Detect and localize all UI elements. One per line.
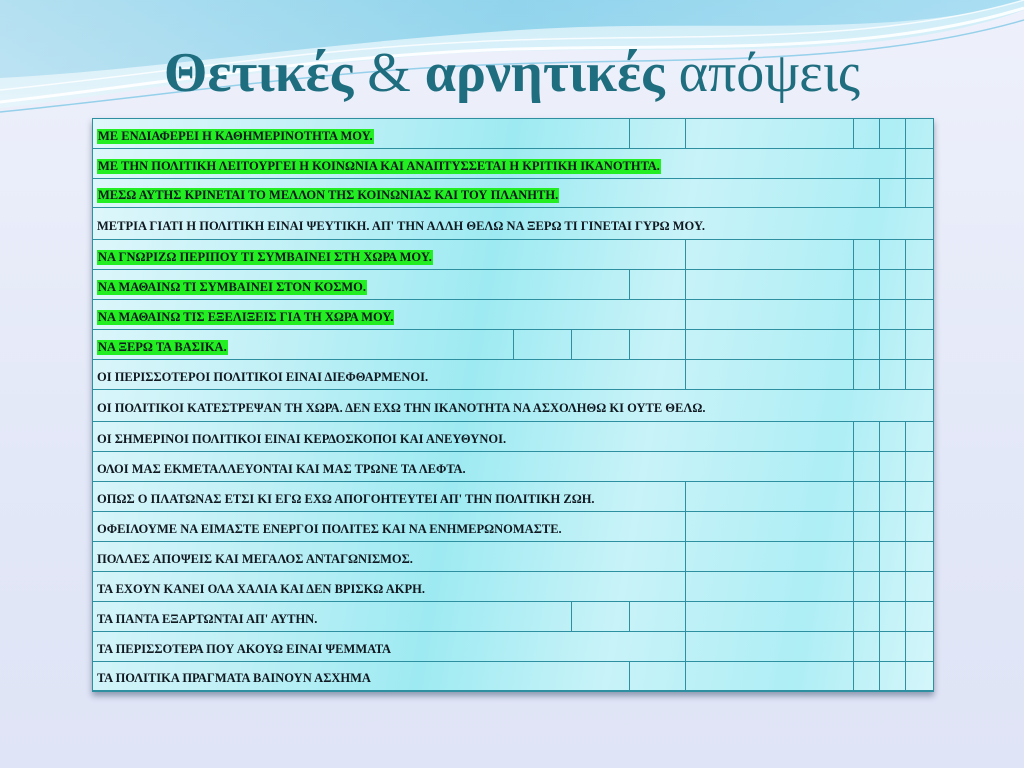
table-row [93, 240, 933, 270]
table-row [93, 572, 933, 602]
column-divider [685, 632, 686, 661]
table-row [93, 662, 933, 691]
column-divider [853, 512, 854, 541]
column-divider [879, 422, 880, 451]
column-divider [905, 632, 906, 661]
row-text: ΟΙ ΠΟΛΙΤΙΚΟΙ ΚΑΤΕΣΤΡΕΨΑΝ ΤΗ ΧΩΡΑ. ΔΕΝ ΕΧΩ ΤΗΝ ΙΚΑΝΟΤΗΤΑ ΝΑ ΑΣΧΟΛΗΘΩ ΚΙ ΟΥΤΕ ΘΕΛΩ. [97, 401, 706, 415]
row-text: ΝΑ ΜΑΘΑΙΝΩ ΤΙ ΣΥΜΒΑΙΝΕΙ ΣΤΟΝ ΚΟΣΜΟ. [98, 280, 367, 294]
column-divider [853, 330, 854, 359]
row-text: ΜΕ ΕΝΔΙΑΦΕΡΕΙ Η ΚΑΘΗΜΕΡΙΝΟΤΗΤΑ ΜΟΥ. [98, 129, 373, 143]
column-divider [879, 632, 880, 661]
column-divider [905, 512, 906, 541]
row-text: ΟΠΩΣ Ο ΠΛΑΤΩΝΑΣ ΕΤΣΙ ΚΙ ΕΓΩ ΕΧΩ ΑΠΟΓΟΗΤΕΥΤΕΙ ΑΠ' ΤΗΝ ΠΟΛΙΤΙΚΗ ΖΩΗ. [97, 492, 595, 506]
column-divider [879, 179, 880, 207]
column-divider [685, 572, 686, 601]
column-divider [853, 270, 854, 299]
column-divider [905, 360, 906, 389]
column-divider [853, 482, 854, 511]
column-divider [905, 662, 906, 690]
column-divider [853, 422, 854, 451]
column-divider [905, 270, 906, 299]
column-divider [853, 602, 854, 631]
table-row [93, 149, 933, 179]
column-divider [879, 512, 880, 541]
table-row [93, 602, 933, 632]
row-text: ΤΑ ΠΑΝΤΑ ΕΞΑΡΤΩΝΤΑΙ ΑΠ' ΑΥΤΗΝ. [97, 612, 318, 626]
table-row [93, 300, 933, 330]
title-part3: απόψεις [678, 42, 861, 104]
column-divider [879, 662, 880, 690]
column-divider [629, 119, 630, 148]
column-divider [853, 662, 854, 690]
column-divider [685, 300, 686, 329]
table-row [93, 179, 933, 208]
column-divider [685, 119, 686, 148]
row-text: ΤΑ ΠΕΡΙΣΣΟΤΕΡΑ ΠΟΥ ΑΚΟΥΩ ΕΙΝΑΙ ΨΕΜΜΑΤΑ [97, 642, 392, 656]
column-divider [905, 300, 906, 329]
column-divider [685, 240, 686, 269]
column-divider [629, 602, 630, 631]
column-divider [905, 602, 906, 631]
column-divider [629, 270, 630, 299]
column-divider [905, 542, 906, 571]
table-row [93, 270, 933, 300]
column-divider [853, 542, 854, 571]
column-divider [685, 270, 686, 299]
column-divider [685, 360, 686, 389]
table-row [93, 632, 933, 662]
column-divider [879, 330, 880, 359]
row-text: ΟΙ ΣΗΜΕΡΙΝΟΙ ΠΟΛΙΤΙΚΟΙ ΕΙΝΑΙ ΚΕΡΔΟΣΚΟΠΟΙ ΚΑΙ ΑΝΕΥΘΥΝΟΙ. [97, 432, 507, 446]
column-divider [905, 240, 906, 269]
column-divider [879, 240, 880, 269]
column-divider [879, 482, 880, 511]
row-text: ΤΑ ΠΟΛΙΤΙΚΑ ΠΡΑΓΜΑΤΑ ΒΑΙΝΟΥΝ ΑΣΧΗΜΑ [97, 671, 371, 685]
column-divider [853, 119, 854, 148]
column-divider [879, 542, 880, 571]
row-text: ΜΕΣΩ ΑΥΤΗΣ ΚΡΙΝΕΤΑΙ ΤΟ ΜΕΛΛΟΝ ΤΗΣ ΚΟΙΝΩΝΙΑΣ ΚΑΙ ΤΟΥ ΠΛΑΝΗΤΗ. [98, 188, 559, 202]
column-divider [685, 542, 686, 571]
column-divider [629, 330, 630, 359]
column-divider [879, 572, 880, 601]
column-divider [905, 422, 906, 451]
table-row [93, 482, 933, 512]
column-divider [513, 330, 514, 359]
column-divider [879, 602, 880, 631]
column-divider [905, 179, 906, 207]
column-divider [853, 452, 854, 481]
row-text: ΤΑ ΕΧΟΥΝ ΚΑΝΕΙ ΟΛΑ ΧΑΛΙΑ ΚΑΙ ΔΕΝ ΒΡΙΣΚΩ ΑΚΡΗ. [97, 582, 425, 596]
title-part1: Θετικές [163, 42, 354, 104]
table-row [93, 452, 933, 482]
column-divider [905, 149, 906, 178]
column-divider [685, 602, 686, 631]
column-divider [629, 662, 630, 690]
column-divider [685, 662, 686, 690]
title-part2: αρνητικές [424, 42, 665, 104]
column-divider [905, 452, 906, 481]
column-divider [879, 119, 880, 148]
column-divider [853, 572, 854, 601]
row-text: ΜΕ ΤΗΝ ΠΟΛΙΤΙΚΗ ΛΕΙΤΟΥΡΓΕΙ Η ΚΟΙΝΩΝΙΑ ΚΑΙ ΑΝΑΠΤΥΣΣΕΤΑΙ Η ΚΡΙΤΙΚΗ ΙΚΑΝΟΤΗΤΑ. [98, 159, 660, 173]
row-text: ΟΦΕΙΛΟΥΜΕ ΝΑ ΕΙΜΑΣΤΕ ΕΝΕΡΓΟΙ ΠΟΛΙΤΕΣ ΚΑΙ ΝΑ ΕΝΗΜΕΡΩΝΟΜΑΣΤΕ. [97, 522, 562, 536]
column-divider [853, 632, 854, 661]
table-row [93, 330, 933, 360]
column-divider [905, 482, 906, 511]
column-divider [879, 300, 880, 329]
row-text: ΟΛΟΙ ΜΑΣ ΕΚΜΕΤΑΛΛΕΥΟΝΤΑΙ ΚΑΙ ΜΑΣ ΤΡΩΝΕ ΤΑ ΛΕΦΤΑ. [97, 462, 466, 476]
row-text: ΝΑ ΓΝΩΡΙΖΩ ΠΕΡΙΠΟΥ ΤΙ ΣΥΜΒΑΙΝΕΙ ΣΤΗ ΧΩΡΑ ΜΟΥ. [98, 250, 432, 264]
column-divider [905, 119, 906, 148]
column-divider [879, 452, 880, 481]
column-divider [853, 300, 854, 329]
row-text: ΟΙ ΠΕΡΙΣΣΟΤΕΡΟΙ ΠΟΛΙΤΙΚΟΙ ΕΙΝΑΙ ΔΙΕΦΘΑΡΜΕΝΟΙ. [97, 370, 429, 384]
opinions-table [92, 118, 934, 692]
column-divider [853, 240, 854, 269]
table-row [93, 208, 933, 240]
row-text: ΠΟΛΛΕΣ ΑΠΟΨΕΙΣ ΚΑΙ ΜΕΓΑΛΟΣ ΑΝΤΑΓΩΝΙΣΜΟΣ. [97, 552, 413, 566]
column-divider [879, 270, 880, 299]
column-divider [879, 360, 880, 389]
table-row [93, 360, 933, 390]
column-divider [685, 330, 686, 359]
table-row [93, 390, 933, 422]
table-row [93, 512, 933, 542]
table-row [93, 119, 933, 149]
column-divider [685, 482, 686, 511]
column-divider [905, 330, 906, 359]
column-divider [853, 360, 854, 389]
column-divider [571, 330, 572, 359]
title-ampersand: & [367, 42, 411, 104]
column-divider [571, 602, 572, 631]
row-text: ΜΕΤΡΙΑ ΓΙΑΤΙ Η ΠΟΛΙΤΙΚΗ ΕΙΝΑΙ ΨΕΥΤΙΚΗ. ΑΠ' ΤΗΝ ΑΛΛΗ ΘΕΛΩ ΝΑ ΞΕΡΩ ΤΙ ΓΙΝΕΤΑΙ ΓΥΡΩ ΜΟΥ. [97, 219, 705, 233]
row-text: ΝΑ ΜΑΘΑΙΝΩ ΤΙΣ ΕΞΕΛΙΞΕΙΣ ΓΙΑ ΤΗ ΧΩΡΑ ΜΟΥ. [98, 310, 394, 324]
table-row [93, 542, 933, 572]
column-divider [905, 572, 906, 601]
row-text: ΝΑ ΞΕΡΩ ΤΑ ΒΑΣΙΚΑ. [98, 340, 227, 354]
column-divider [685, 512, 686, 541]
slide-title [0, 38, 1024, 108]
table-row [93, 422, 933, 452]
